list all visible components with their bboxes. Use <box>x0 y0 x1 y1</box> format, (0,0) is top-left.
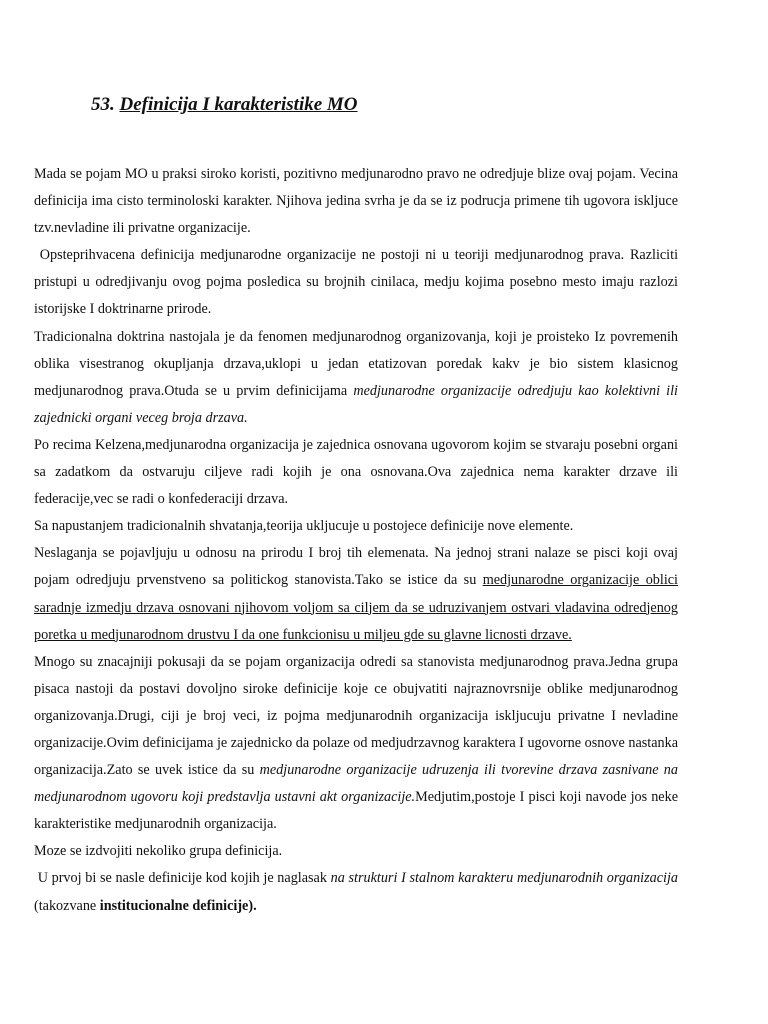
paragraph-6-underlined: medjunarodne organizacije oblici saradnje izmedju drzava osnovani njihovom voljom sa ciljem da se udruzivanjem ostvari vladavina odredjenog poretka u medjunarodnom drustvu I da one funkcionisu u miljeu gde su glavne licnosti drzave. <box>34 572 678 643</box>
paragraph-7 <box>34 649 678 839</box>
paragraph-1: Mada se pojam MO u praksi siroko koristi, pozitivno medjunarodno pravo ne odredjuje blize ovaj pojam. Vecina definicija ima cisto terminoloski karakter. Njihova jedina svrha je da se iz podrucja primene tih ugovora iskljuce tzv.nevladine ili privatne organizacije. <box>34 166 678 237</box>
section-title: Definicija I karakteristike MO <box>119 94 358 115</box>
paragraph-7-text-end: Medjutim,postoje I pisci koji navode jos neke karakteristike medjunarodnih organizacija. <box>34 789 678 833</box>
paragraph-7-italic: medjunarodne organizacije udruzenja ili tvorevine drzava zasnivane na medjunarodnom ugovoru koji predstavlja ustavni akt organizacije. <box>34 762 678 806</box>
paragraph-7-text: Mnogo su znacajniji pokusaji da se pojam organizacija odredi sa stanovista medjunarodnog prava.Jedna grupa pisaca nastoji da postavi dovoljno siroke definicije koje ce obujvatiti najraznovrsnije oblike medjunarodnog organizovanja.Drugi, ciji je broj veci, iz pojma medjunarodnih organizacija iskljucuju privatne I nevladine organizacije.Ovim definicijama je zajednicko da polaze od medjudrzavnog karaktera I ugovorne osnove nastanka organizacija.Zato se uvek istice da su <box>34 653 678 779</box>
paragraph-6-text: Neslaganja se pojavljuju u odnosu na prirodu I broj tih elemenata. Na jednoj strani nalaze se pisci koji ovaj pojam odredjuju prvenstveno sa politickog stanovista.Tako se istice da su <box>34 545 678 589</box>
paragraph-9-bold: institucionalne definicije). <box>99 897 257 914</box>
body-text <box>34 161 682 920</box>
paragraph-3-text: Tradicionalna doktrina nastojala je da fenomen medjunarodnog organizovanja, koji je proisteko Iz povremenih oblika visestranog okupljanja drzava,uklopi u jedan etatizovan poredak kakv je bio sistem klasicnog medjunarodnog prava.Otuda se u prvim definicijama <box>34 328 678 399</box>
paragraph-9-italic: na strukturi I stalnom karakteru medjunarodnih organizacija <box>330 870 678 887</box>
paragraph-6 <box>34 540 678 648</box>
paragraph-9-text: U prvoj bi se nasle definicije kod kojih je naglasak <box>34 870 331 887</box>
section-number: 53. <box>91 94 115 115</box>
paragraph-3 <box>34 324 678 432</box>
paragraph-8: Moze se izdvojiti nekoliko grupa definicija. <box>34 843 283 860</box>
paragraph-4: Po recima Kelzena,medjunarodna organizacija je zajednica osnovana ugovorom kojim se stvaraju posebni organi sa zadatkom da ostvaruju ciljeve radi kojih je ona osnovana.Ova zajednica nema karakter drzave ili federacije,vec se radi o konfederaciji drzava. <box>34 436 678 508</box>
section-heading <box>91 94 358 116</box>
paragraph-9 <box>34 865 682 919</box>
paragraph-3-italic: medjunarodne organizacije odredjuju kao kolektivni ili zajednicki organi veceg broja drzava. <box>34 382 678 426</box>
paragraph-5: Sa napustanjem tradicionalnih shvatanja,teorija ukljucuje u postojece definicije nove elemente. <box>34 518 574 535</box>
paragraph-9-text-mid: (takozvane <box>34 870 682 914</box>
paragraph-2: Opsteprihvacena definicija medjunarodne organizacije ne postoji ni u teoriji medjunarodnog prava. Razliciti pristupi u odredjivanju ovog pojma posledica su brojnih cinilaca, medju kojima posebno mesto imaju razlozi istorijske I doktrinarne prirode. <box>34 247 682 318</box>
